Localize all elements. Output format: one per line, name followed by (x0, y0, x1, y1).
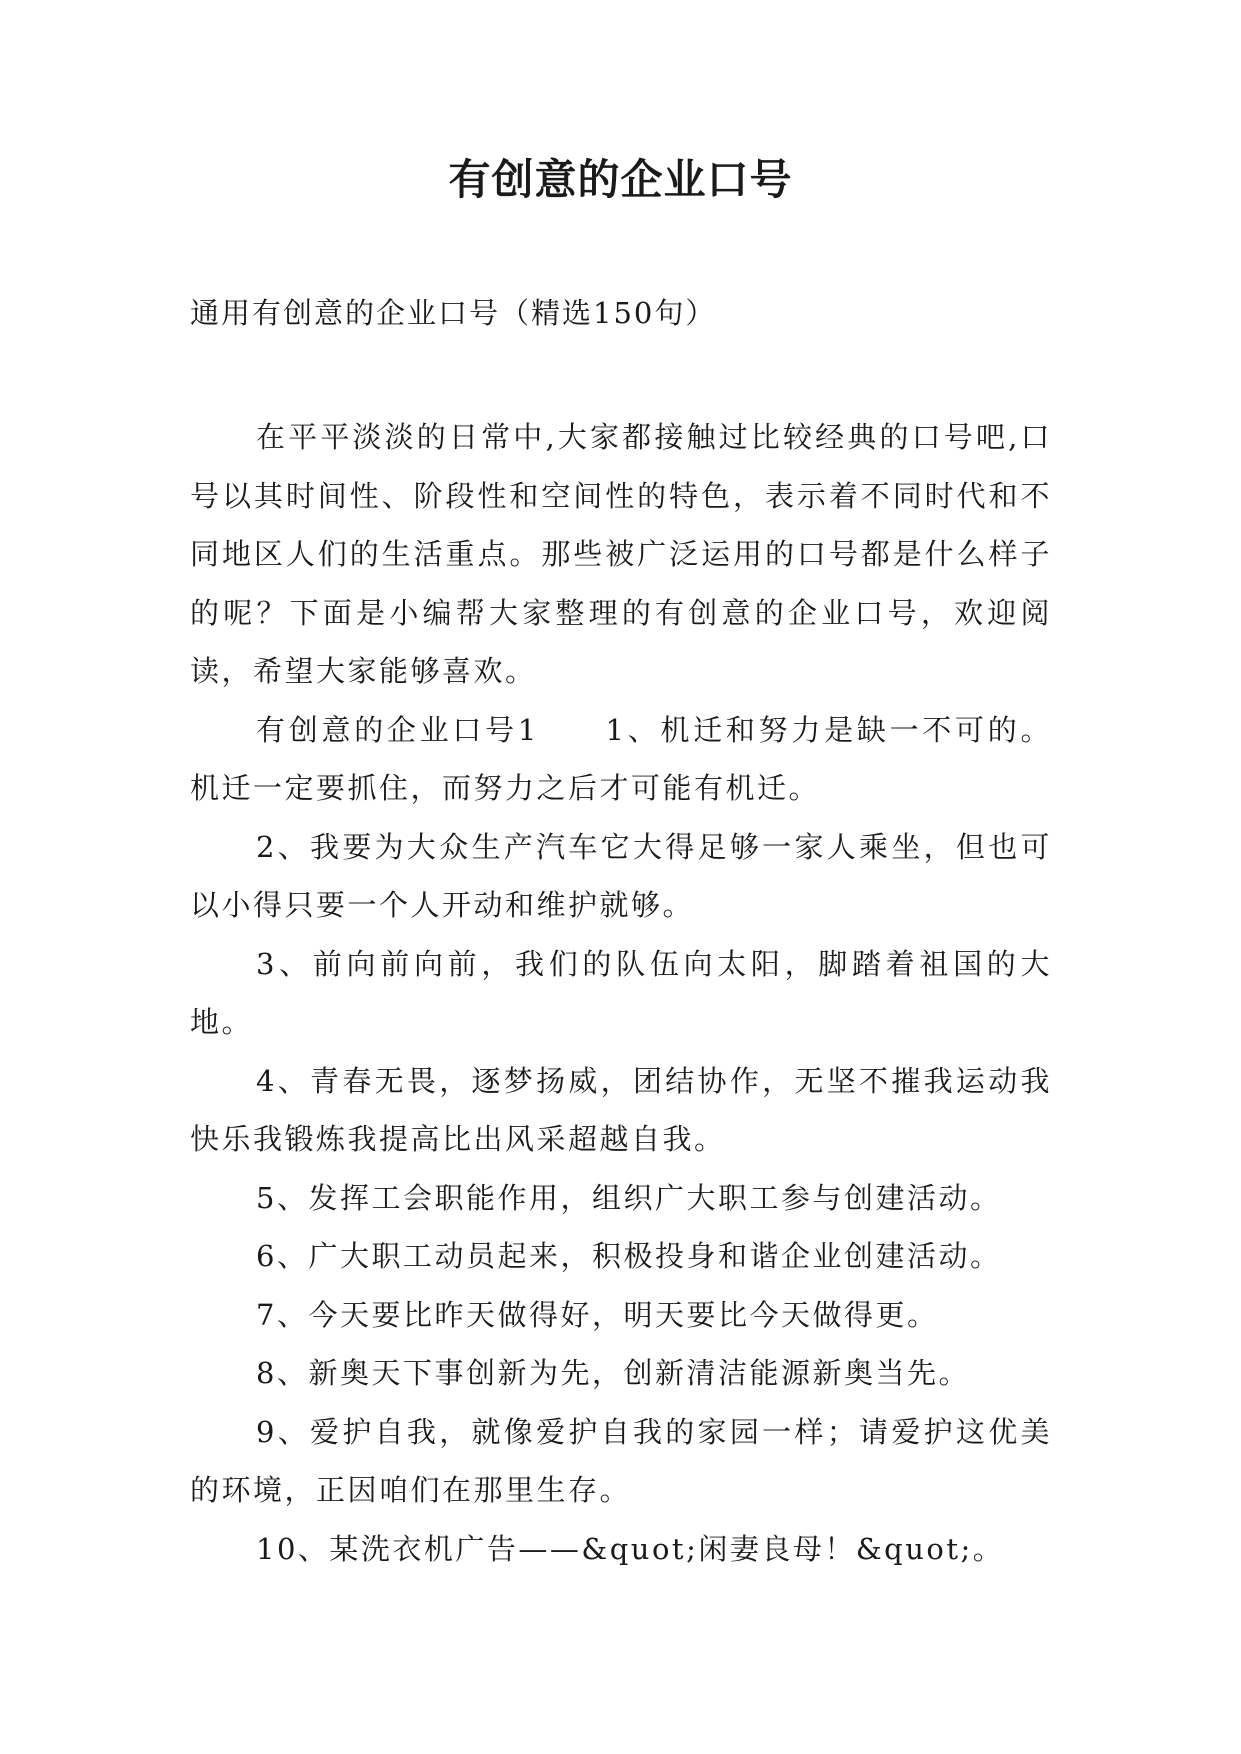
paragraph-slogan-1: 有创意的企业口号1 1、机迁和努力是缺一不可的。机迁一定要抓住，而努力之后才可能有机迁。 (190, 712, 1052, 805)
paragraph-slogan-8: 8、新奥天下事创新为先，创新清洁能源新奥当先。 (256, 1356, 970, 1390)
paragraph-slogan-7: 7、今天要比昨天做得好，明天要比今天做得更。 (256, 1297, 939, 1332)
document-body (190, 408, 1052, 1578)
paragraph-slogan-2: 2、我要为大众生产汽车它大得足够一家人乘坐，但也可以小得只要一个人开动和维护就够。 (190, 829, 1052, 922)
paragraph-slogan-4: 4、青春无畏，逐梦扬威，团结协作，无坚不摧我运动我快乐我锻炼我提高比出风采超越自我。 (190, 1063, 1052, 1156)
document-subtitle: 通用有创意的企业口号（精选150句） (190, 296, 717, 330)
document-title: 有创意的企业口号 (448, 155, 793, 204)
paragraph-slogan-10: 10、某洗衣机广告——&quot;闲妻良母！&quot;。 (256, 1531, 1005, 1566)
paragraph-slogan-5: 5、发挥工会职能作用，组织广大职工参与创建活动。 (256, 1180, 1002, 1215)
paragraph-slogan-6: 6、广大职工动员起来，积极投身和谐企业创建活动。 (256, 1239, 1002, 1273)
paragraph-slogan-3: 3、前向前向前，我们的队伍向太阳，脚踏着祖国的大地。 (190, 946, 1052, 1039)
paragraph-slogan-9: 9、爱护自我，就像爱护自我的家园一样；请爱护这优美的环境，正因咱们在那里生存。 (190, 1414, 1052, 1507)
paragraph-intro: 在平平淡淡的日常中,大家都接触过比较经典的口号吧,口号以其时间性、阶段性和空间性的特色，表示着不同时代和不同地区人们的生活重点。那些被广泛运用的口号都是什么样子的呢？下面是小编帮大家整理的有创意的企业口号，欢迎阅读，希望大家能够喜欢。 (190, 420, 1052, 688)
